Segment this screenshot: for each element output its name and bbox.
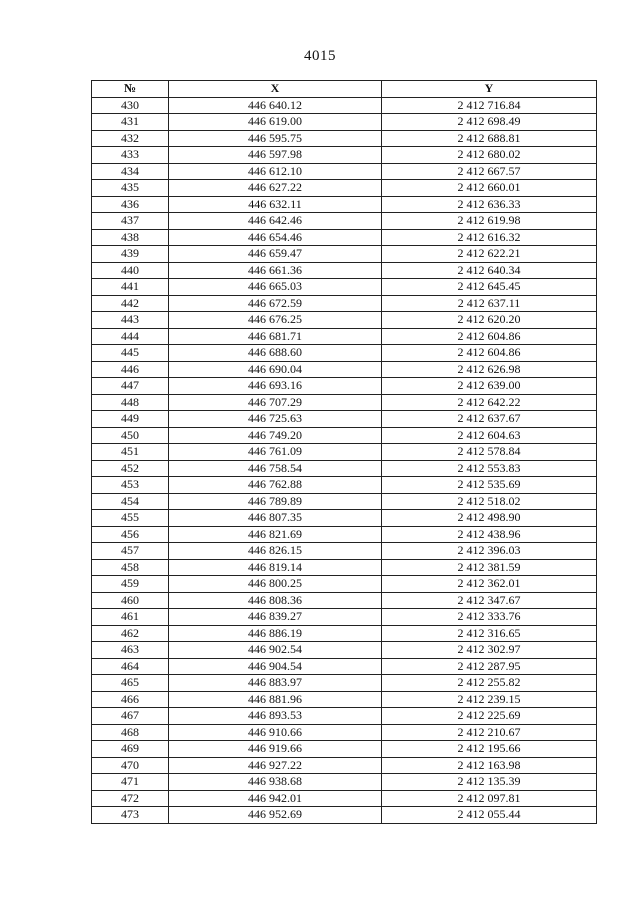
cell-number: 440 xyxy=(92,262,169,279)
cell-number: 459 xyxy=(92,576,169,593)
cell-y: 2 412 239.15 xyxy=(382,691,597,708)
cell-number: 430 xyxy=(92,97,169,114)
table-row xyxy=(92,378,597,395)
header-number: № xyxy=(92,81,169,98)
table-row xyxy=(92,279,597,296)
cell-number: 432 xyxy=(92,130,169,147)
cell-number: 460 xyxy=(92,592,169,609)
cell-x: 446 707.29 xyxy=(169,394,382,411)
cell-number: 434 xyxy=(92,163,169,180)
table-row xyxy=(92,411,597,428)
cell-x: 446 612.10 xyxy=(169,163,382,180)
cell-y: 2 412 518.02 xyxy=(382,493,597,510)
table-row xyxy=(92,708,597,725)
cell-x: 446 688.60 xyxy=(169,345,382,362)
cell-x: 446 886.19 xyxy=(169,625,382,642)
table-row xyxy=(92,559,597,576)
cell-x: 446 808.36 xyxy=(169,592,382,609)
cell-y: 2 412 716.84 xyxy=(382,97,597,114)
table-row xyxy=(92,444,597,461)
cell-x: 446 642.46 xyxy=(169,213,382,230)
cell-number: 444 xyxy=(92,328,169,345)
table-row xyxy=(92,675,597,692)
cell-x: 446 881.96 xyxy=(169,691,382,708)
table-row xyxy=(92,757,597,774)
table-row xyxy=(92,526,597,543)
cell-x: 446 902.54 xyxy=(169,642,382,659)
cell-x: 446 893.53 xyxy=(169,708,382,725)
cell-x: 446 883.97 xyxy=(169,675,382,692)
cell-y: 2 412 604.86 xyxy=(382,328,597,345)
table-row xyxy=(92,163,597,180)
cell-number: 448 xyxy=(92,394,169,411)
table-row xyxy=(92,774,597,791)
cell-number: 470 xyxy=(92,757,169,774)
cell-x: 446 927.22 xyxy=(169,757,382,774)
cell-y: 2 412 667.57 xyxy=(382,163,597,180)
cell-y: 2 412 097.81 xyxy=(382,790,597,807)
table-row xyxy=(92,312,597,329)
cell-number: 461 xyxy=(92,609,169,626)
cell-number: 462 xyxy=(92,625,169,642)
cell-y: 2 412 381.59 xyxy=(382,559,597,576)
table-row xyxy=(92,493,597,510)
cell-number: 450 xyxy=(92,427,169,444)
cell-y: 2 412 637.11 xyxy=(382,295,597,312)
cell-x: 446 627.22 xyxy=(169,180,382,197)
table-row xyxy=(92,460,597,477)
cell-y: 2 412 333.76 xyxy=(382,609,597,626)
cell-y: 2 412 619.98 xyxy=(382,213,597,230)
table-row xyxy=(92,658,597,675)
cell-number: 465 xyxy=(92,675,169,692)
table-row xyxy=(92,394,597,411)
cell-y: 2 412 135.39 xyxy=(382,774,597,791)
table-row xyxy=(92,609,597,626)
cell-number: 454 xyxy=(92,493,169,510)
cell-number: 472 xyxy=(92,790,169,807)
cell-x: 446 681.71 xyxy=(169,328,382,345)
table-row xyxy=(92,427,597,444)
cell-number: 473 xyxy=(92,807,169,824)
cell-x: 446 819.14 xyxy=(169,559,382,576)
table-row xyxy=(92,592,597,609)
cell-number: 435 xyxy=(92,180,169,197)
cell-x: 446 619.00 xyxy=(169,114,382,131)
cell-number: 445 xyxy=(92,345,169,362)
cell-y: 2 412 210.67 xyxy=(382,724,597,741)
cell-y: 2 412 396.03 xyxy=(382,543,597,560)
table-row xyxy=(92,642,597,659)
cell-number: 439 xyxy=(92,246,169,263)
cell-number: 442 xyxy=(92,295,169,312)
cell-number: 436 xyxy=(92,196,169,213)
cell-y: 2 412 498.90 xyxy=(382,510,597,527)
cell-y: 2 412 639.00 xyxy=(382,378,597,395)
table-row xyxy=(92,246,597,263)
cell-y: 2 412 055.44 xyxy=(382,807,597,824)
cell-y: 2 412 225.69 xyxy=(382,708,597,725)
cell-number: 433 xyxy=(92,147,169,164)
table-row xyxy=(92,510,597,527)
cell-x: 446 595.75 xyxy=(169,130,382,147)
cell-y: 2 412 438.96 xyxy=(382,526,597,543)
cell-y: 2 412 604.86 xyxy=(382,345,597,362)
cell-y: 2 412 626.98 xyxy=(382,361,597,378)
cell-x: 446 640.12 xyxy=(169,97,382,114)
table-row xyxy=(92,361,597,378)
cell-y: 2 412 616.32 xyxy=(382,229,597,246)
cell-x: 446 676.25 xyxy=(169,312,382,329)
cell-x: 446 725.63 xyxy=(169,411,382,428)
cell-y: 2 412 620.20 xyxy=(382,312,597,329)
cell-y: 2 412 637.67 xyxy=(382,411,597,428)
page-number: 4015 xyxy=(304,48,336,64)
table-body xyxy=(92,97,597,823)
cell-x: 446 661.36 xyxy=(169,262,382,279)
cell-x: 446 789.89 xyxy=(169,493,382,510)
cell-number: 468 xyxy=(92,724,169,741)
cell-y: 2 412 302.97 xyxy=(382,642,597,659)
cell-y: 2 412 660.01 xyxy=(382,180,597,197)
cell-y: 2 412 287.95 xyxy=(382,658,597,675)
cell-y: 2 412 636.33 xyxy=(382,196,597,213)
cell-y: 2 412 347.67 xyxy=(382,592,597,609)
cell-number: 466 xyxy=(92,691,169,708)
cell-x: 446 654.46 xyxy=(169,229,382,246)
cell-number: 443 xyxy=(92,312,169,329)
cell-y: 2 412 535.69 xyxy=(382,477,597,494)
cell-x: 446 749.20 xyxy=(169,427,382,444)
header-x: X xyxy=(169,81,382,98)
table-row xyxy=(92,724,597,741)
cell-number: 455 xyxy=(92,510,169,527)
cell-y: 2 412 195.66 xyxy=(382,741,597,758)
cell-y: 2 412 163.98 xyxy=(382,757,597,774)
table-row xyxy=(92,114,597,131)
cell-x: 446 693.16 xyxy=(169,378,382,395)
cell-y: 2 412 640.34 xyxy=(382,262,597,279)
cell-number: 467 xyxy=(92,708,169,725)
cell-number: 441 xyxy=(92,279,169,296)
cell-x: 446 761.09 xyxy=(169,444,382,461)
cell-x: 446 632.11 xyxy=(169,196,382,213)
cell-x: 446 762.88 xyxy=(169,477,382,494)
cell-x: 446 904.54 xyxy=(169,658,382,675)
cell-y: 2 412 604.63 xyxy=(382,427,597,444)
table-row xyxy=(92,196,597,213)
cell-x: 446 952.69 xyxy=(169,807,382,824)
cell-x: 446 690.04 xyxy=(169,361,382,378)
table-row xyxy=(92,262,597,279)
cell-number: 456 xyxy=(92,526,169,543)
header-y: Y xyxy=(382,81,597,98)
cell-number: 431 xyxy=(92,114,169,131)
table-row xyxy=(92,213,597,230)
cell-y: 2 412 255.82 xyxy=(382,675,597,692)
table-row xyxy=(92,625,597,642)
cell-number: 471 xyxy=(92,774,169,791)
cell-number: 446 xyxy=(92,361,169,378)
table-row xyxy=(92,691,597,708)
cell-number: 449 xyxy=(92,411,169,428)
cell-y: 2 412 698.49 xyxy=(382,114,597,131)
cell-number: 457 xyxy=(92,543,169,560)
cell-number: 438 xyxy=(92,229,169,246)
cell-y: 2 412 362.01 xyxy=(382,576,597,593)
table-row xyxy=(92,130,597,147)
cell-x: 446 821.69 xyxy=(169,526,382,543)
cell-number: 452 xyxy=(92,460,169,477)
cell-x: 446 839.27 xyxy=(169,609,382,626)
cell-x: 446 672.59 xyxy=(169,295,382,312)
table-row xyxy=(92,345,597,362)
cell-y: 2 412 316.65 xyxy=(382,625,597,642)
table-row xyxy=(92,790,597,807)
cell-y: 2 412 622.21 xyxy=(382,246,597,263)
cell-number: 464 xyxy=(92,658,169,675)
cell-x: 446 758.54 xyxy=(169,460,382,477)
table-row xyxy=(92,180,597,197)
cell-x: 446 807.35 xyxy=(169,510,382,527)
table-row xyxy=(92,229,597,246)
table-row xyxy=(92,477,597,494)
table-header-row xyxy=(92,81,597,98)
cell-x: 446 659.47 xyxy=(169,246,382,263)
cell-x: 446 665.03 xyxy=(169,279,382,296)
cell-number: 469 xyxy=(92,741,169,758)
cell-number: 453 xyxy=(92,477,169,494)
table-row xyxy=(92,97,597,114)
cell-y: 2 412 680.02 xyxy=(382,147,597,164)
cell-y: 2 412 645.45 xyxy=(382,279,597,296)
cell-number: 437 xyxy=(92,213,169,230)
table-row xyxy=(92,576,597,593)
cell-x: 446 826.15 xyxy=(169,543,382,560)
coordinates-table xyxy=(91,80,597,824)
cell-x: 446 910.66 xyxy=(169,724,382,741)
cell-y: 2 412 688.81 xyxy=(382,130,597,147)
cell-x: 446 800.25 xyxy=(169,576,382,593)
cell-x: 446 597.98 xyxy=(169,147,382,164)
cell-y: 2 412 578.84 xyxy=(382,444,597,461)
table-row xyxy=(92,328,597,345)
table-row xyxy=(92,741,597,758)
table-row xyxy=(92,543,597,560)
cell-y: 2 412 642.22 xyxy=(382,394,597,411)
cell-y: 2 412 553.83 xyxy=(382,460,597,477)
table-row xyxy=(92,147,597,164)
cell-number: 451 xyxy=(92,444,169,461)
cell-number: 463 xyxy=(92,642,169,659)
cell-number: 447 xyxy=(92,378,169,395)
cell-x: 446 942.01 xyxy=(169,790,382,807)
table-row xyxy=(92,807,597,824)
table-row xyxy=(92,295,597,312)
cell-number: 458 xyxy=(92,559,169,576)
cell-x: 446 938.68 xyxy=(169,774,382,791)
cell-x: 446 919.66 xyxy=(169,741,382,758)
